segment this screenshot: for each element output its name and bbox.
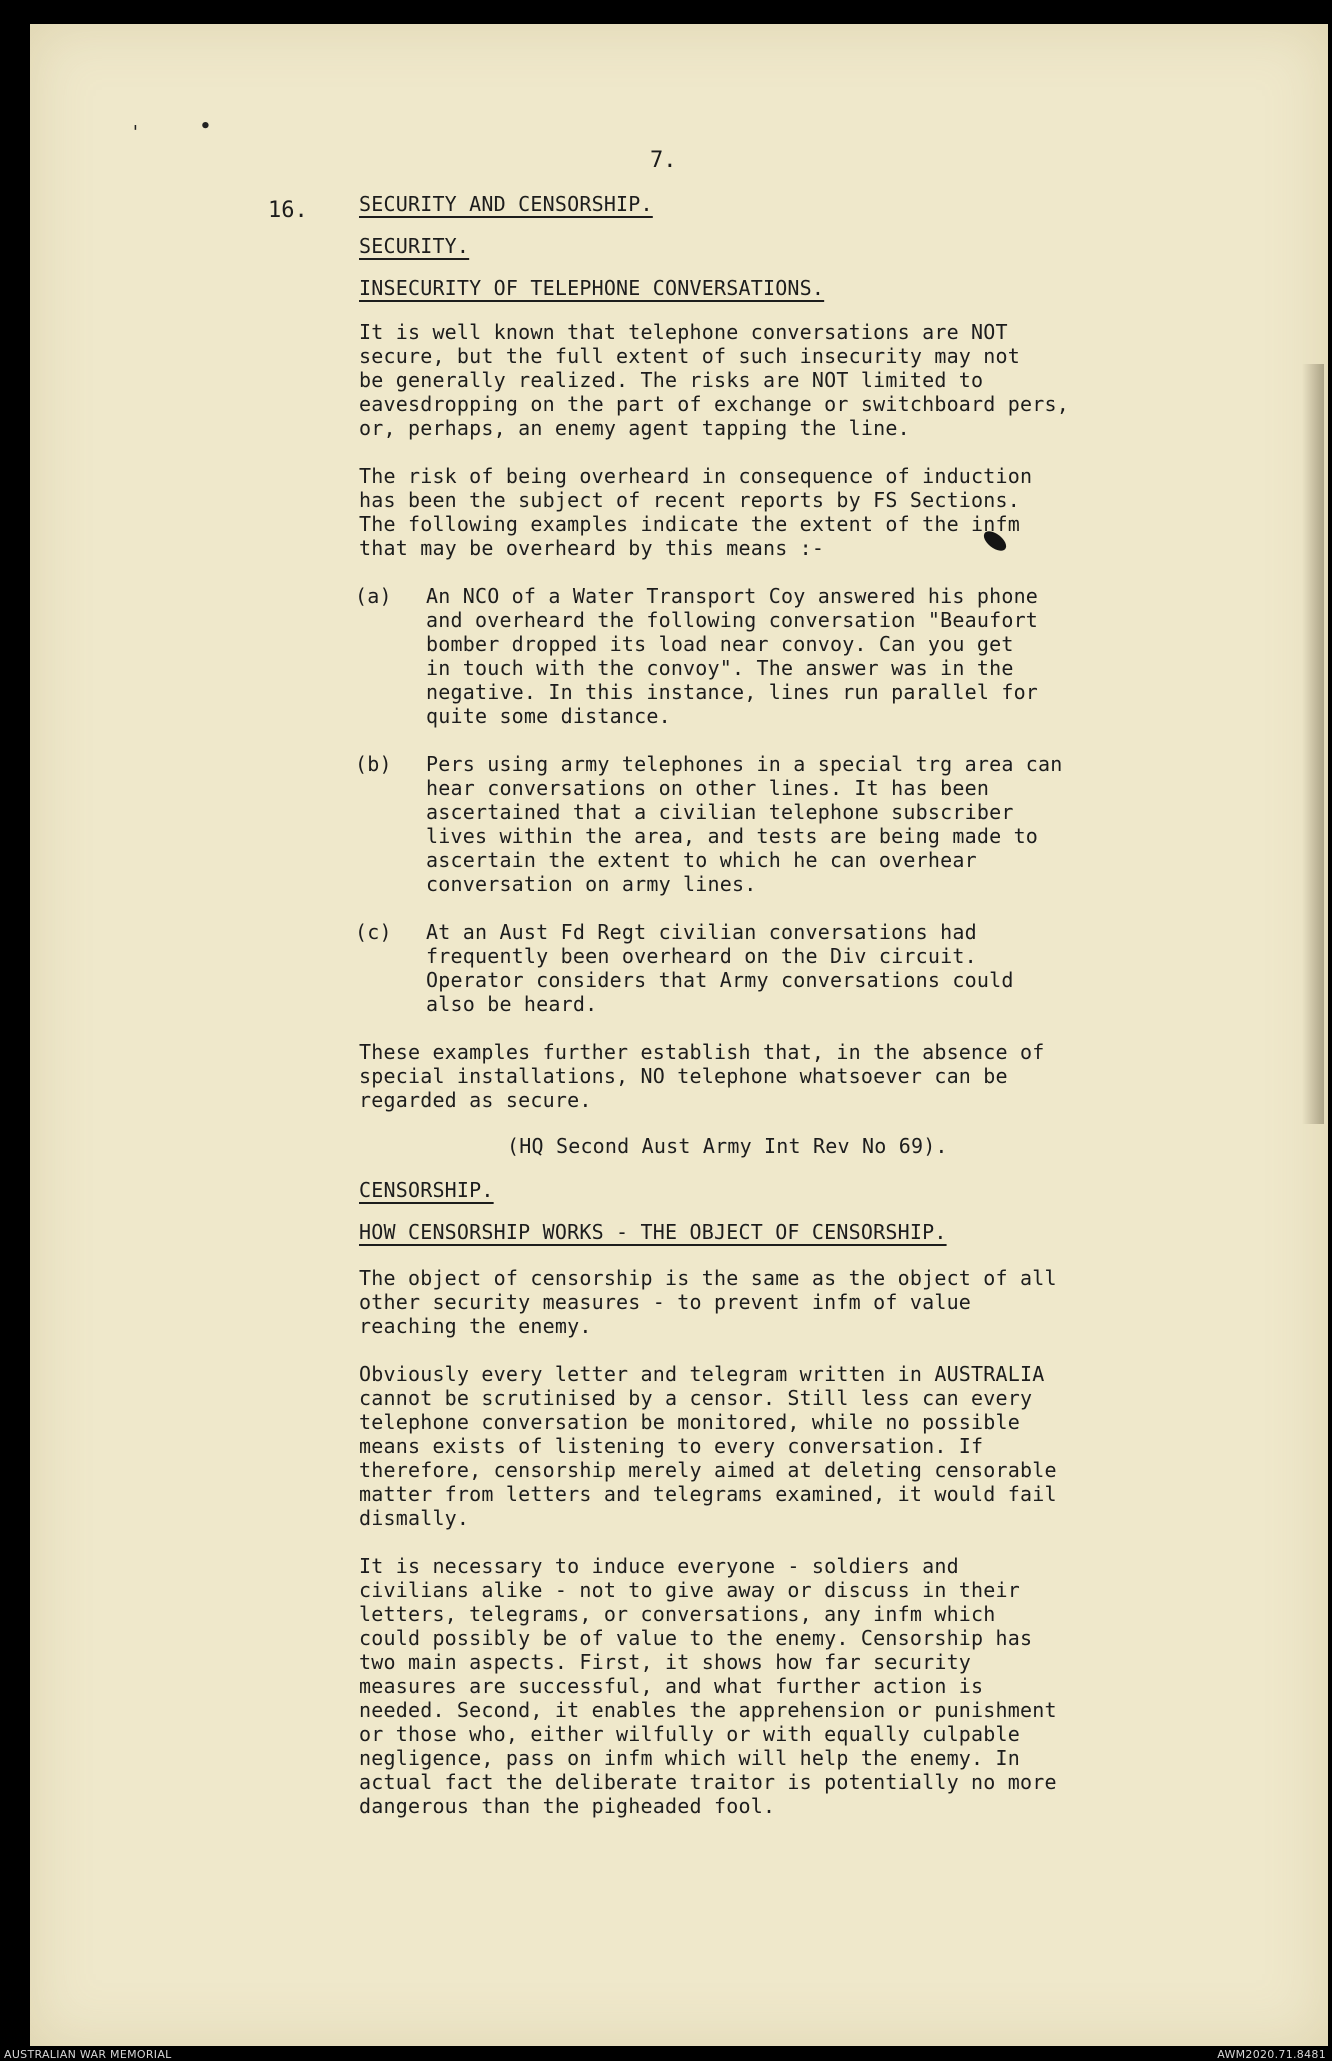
paragraph-conclusion: These examples further establish that, in the absence of special installations, NO telephone whatsoever can be regarded as secure. (359, 1040, 1045, 1112)
heading-security-and-censorship: SECURITY AND CENSORSHIP. (359, 192, 653, 216)
example-b (355, 752, 1199, 896)
pen-dot: • (200, 116, 211, 137)
pen-mark: ' (130, 122, 141, 143)
paragraph-telephone-insecurity: It is well known that telephone conversations are NOT secure, but the full extent of such insecurity may not be generally realized. The risks are NOT limited to eavesdropping on the part of exchange or switchboard pers, or, perhaps, an enemy agent tapping the line. (359, 320, 1069, 440)
heading-how-censorship-works: HOW CENSORSHIP WORKS - THE OBJECT OF CENSORSHIP. (359, 1220, 947, 1244)
example-a (355, 584, 1199, 728)
paragraph-aspects: It is necessary to induce everyone - soldiers and civilians alike - not to give away or discuss in their letters, telegrams, or conversations, any infm which could possibly be of value to the enemy. Censorship has two main aspects. First, it shows how far security measures are successful, and what further action is needed. Second, it enables the apprehension or punishment or those who, either wilfully or with equally culpable negligence, pass on infm which will help the enemy. In actual fact the deliberate traitor is potentially no more dangerous than the pigheaded fool. (359, 1554, 1057, 1818)
footer-record-id: AWM2020.71.8481 (1217, 2048, 1326, 2061)
example-c (355, 920, 1199, 1016)
example-text: At an Aust Fd Regt civilian conversations had frequently been overheard on the Div circuit. Operator considers that Army conversations could also be heard. (426, 920, 1014, 1016)
example-label: (a) (355, 584, 392, 608)
footer-archive-name: AUSTRALIAN WAR MEMORIAL (4, 2048, 172, 2061)
example-label: (b) (355, 752, 392, 776)
example-text: Pers using army telephones in a special trg area can hear conversations on other lines. It has been ascertained that a civilian telephone subscriber lives within the area, and tests are being made to ascertain the extent to which he can overhear conversation on army lines. (426, 752, 1063, 896)
heading-insecurity-telephone: INSECURITY OF TELEPHONE CONVERSATIONS. (359, 276, 825, 300)
paragraph-object-of-censorship: The object of censorship is the same as the object of all other security measures - to prevent infm of value reaching the enemy. (359, 1266, 1057, 1338)
source-reference: (HQ Second Aust Army Int Rev No 69). (507, 1134, 948, 1158)
paragraph-scrutiny: Obviously every letter and telegram written in AUSTRALIA cannot be scrutinised by a censor. Still less can every telephone conversation be monitored, while no possible means exists of listening to every conversation. If therefore, censorship merely aimed at deleting censorable matter from letters and telegrams examined, it would fail dismally. (359, 1362, 1057, 1530)
document-body (355, 192, 1199, 1818)
page-edge-shadow (1302, 364, 1324, 1124)
heading-security: SECURITY. (359, 234, 470, 258)
example-text: An NCO of a Water Transport Coy answered his phone and overheard the following conversation "Beaufort bomber dropped its load near convoy. Can you get in touch with the convoy". The answer was in the negative. In this instance, lines run parallel for quite some distance. (426, 584, 1039, 728)
example-label: (c) (355, 920, 392, 944)
section-number: 16. (268, 198, 308, 223)
heading-censorship: CENSORSHIP. (359, 1178, 494, 1202)
page-number: 7. (650, 148, 677, 173)
paragraph-induction-risk: The risk of being overheard in consequence of induction has been the subject of recent reports by FS Sections. The following examples indicate the extent of the infm that may be overheard by this means :- (359, 464, 1033, 560)
